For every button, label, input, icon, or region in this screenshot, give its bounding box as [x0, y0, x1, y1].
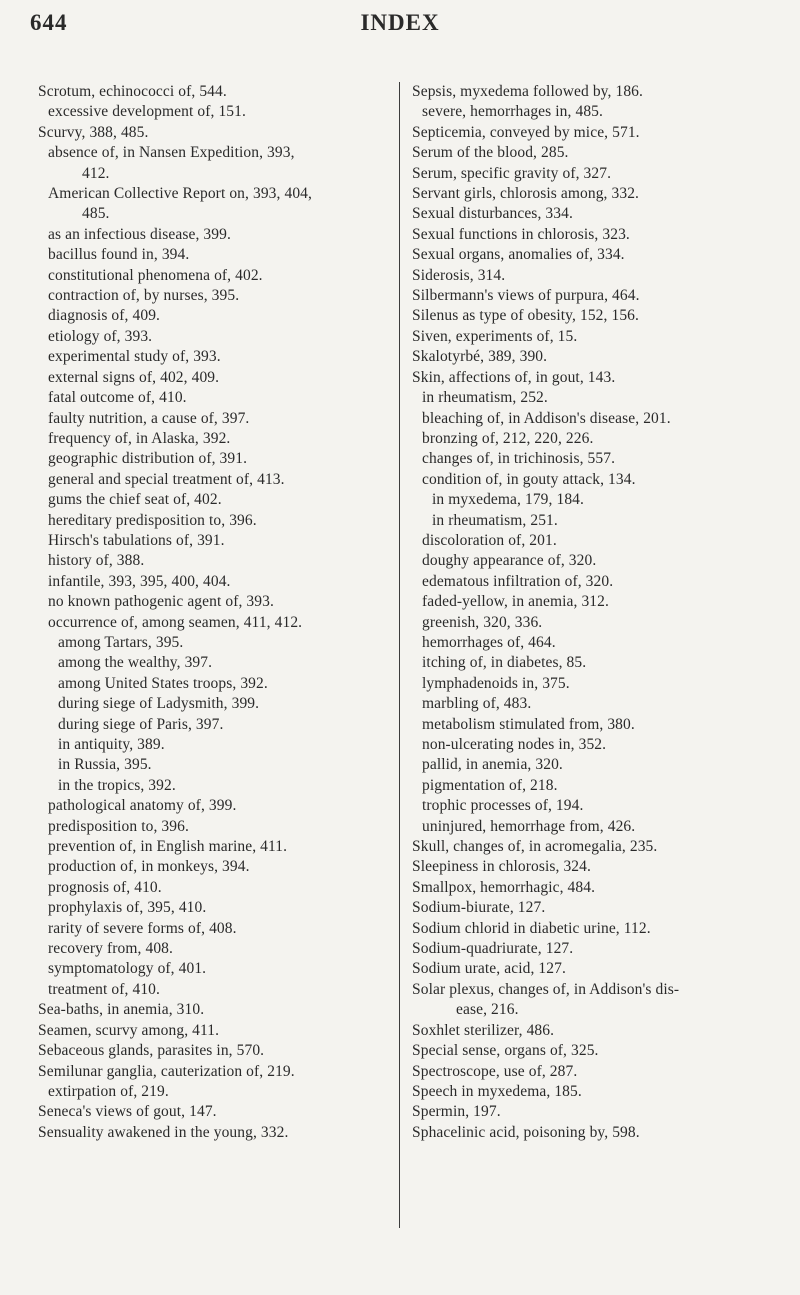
index-subentry: rarity of severe forms of, 408. — [48, 919, 237, 937]
index-subentry: bleaching of, in Addison's disease, 201. — [422, 409, 671, 427]
index-subentry: non-ulcerating nodes in, 352. — [422, 736, 607, 753]
index-entry: Sodium chlorid in diabetic urine, 112. — [412, 919, 651, 937]
index-subentry: hemorrhages of, 464. — [422, 633, 556, 651]
index-entry: Sodium urate, acid, 127. — [412, 960, 566, 978]
index-entry: Servant girls, chlorosis among, 332. — [412, 185, 640, 203]
index-entry: Sodium-quadriurate, 127. — [412, 940, 574, 958]
page-header — [30, 10, 770, 44]
index-subentry: constitutional phenomena of, 402. — [48, 266, 263, 284]
index-entry: Seamen, scurvy among, 411. — [38, 1021, 220, 1039]
index-subentry: etiology of, 393. — [48, 327, 153, 345]
index-subentry: lymphadenoids in, 375. — [422, 674, 570, 692]
page-number: 644 — [30, 10, 68, 35]
index-subentry: doughy appearance of, 320. — [422, 552, 597, 570]
index-subentry: no known pathogenic agent of, 393. — [48, 593, 274, 611]
index-entry: Semilunar ganglia, cauterization of, 219. — [38, 1062, 295, 1080]
index-entry: Skin, affections of, in gout, 143. — [412, 368, 616, 386]
index-subentry: severe, hemorrhages in, 485. — [422, 103, 603, 121]
index-subentry: history of, 388. — [48, 552, 145, 570]
index-entry: Speech in myxedema, 185. — [412, 1082, 582, 1100]
index-subentry: in rheumatism, 251. — [432, 511, 558, 529]
index-entry: Septicemia, conveyed by mice, 571. — [412, 123, 640, 141]
index-subentry: among United States troops, 392. — [58, 674, 268, 692]
index-subentry: greenish, 320, 336. — [422, 613, 543, 631]
index-subentry: in antiquity, 389. — [58, 736, 165, 753]
index-subentry: occurrence of, among seamen, 411, 412. — [48, 613, 303, 631]
index-subentry: in rheumatism, 252. — [422, 389, 548, 407]
index-subentry: pathological anatomy of, 399. — [48, 797, 237, 815]
index-subentry: edematous infiltration of, 320. — [422, 572, 614, 590]
index-entry: Siven, experiments of, 15. — [412, 327, 578, 345]
index-subentry: geographic distribution of, 391. — [48, 450, 248, 468]
index-entry: Sensuality awakened in the young, 332. — [38, 1123, 289, 1141]
index-entry: Silbermann's views of purpura, 464. — [412, 287, 640, 305]
index-entry: Scurvy, 388, 485. — [38, 123, 149, 141]
index-subentry: contraction of, by nurses, 395. — [48, 287, 240, 305]
index-entry: Soxhlet sterilizer, 486. — [412, 1021, 555, 1039]
index-entry: Skull, changes of, in acromegalia, 235. — [412, 838, 658, 856]
index-subentry: predisposition to, 396. — [48, 817, 189, 835]
index-entry: Spermin, 197. — [412, 1103, 501, 1121]
index-subentry: marbling of, 483. — [422, 695, 532, 713]
index-subentry: bronzing of, 212, 220, 226. — [422, 429, 594, 447]
index-subentry: during siege of Paris, 397. — [58, 715, 224, 733]
index-entry: Solar plexus, changes of, in Addison's dis- — [412, 980, 680, 998]
index-subentry: American Collective Report on, 393, 404, — [48, 185, 312, 203]
index-subentry: uninjured, hemorrhage from, 426. — [422, 817, 636, 835]
index-subentry: in the tropics, 392. — [58, 776, 176, 794]
index-entry: Spectroscope, use of, 287. — [412, 1062, 578, 1080]
index-subentry: during siege of Ladysmith, 399. — [58, 695, 260, 713]
index-subentry: faulty nutrition, a cause of, 397. — [48, 409, 250, 427]
index-entry: Special sense, organs of, 325. — [412, 1042, 599, 1060]
index-subentry: gums the chief seat of, 402. — [48, 491, 222, 509]
index-entry: Scrotum, echinococci of, 544. — [38, 83, 227, 100]
index-entry: Siderosis, 314. — [412, 266, 506, 284]
index-subentry: hereditary predisposition to, 396. — [48, 511, 257, 529]
index-subentry: treatment of, 410. — [48, 980, 160, 998]
index-subentry: prognosis of, 410. — [48, 878, 162, 896]
index-entry: Serum, specific gravity of, 327. — [412, 164, 612, 182]
index-subentry: condition of, in gouty attack, 134. — [422, 470, 636, 488]
index-entry-continuation: ease, 216. — [456, 1001, 519, 1019]
index-subentry: in Russia, 395. — [58, 756, 152, 774]
index-subentry: fatal outcome of, 410. — [48, 389, 187, 407]
index-subentry: experimental study of, 393. — [48, 348, 221, 366]
index-subentry: discoloration of, 201. — [422, 531, 557, 549]
index-entry: Silenus as type of obesity, 152, 156. — [412, 307, 639, 325]
index-subentry: general and special treatment of, 413. — [48, 470, 285, 488]
index-column-left — [38, 82, 383, 1143]
index-entry-continuation: 412. — [82, 164, 110, 182]
index-subentry: external signs of, 402, 409. — [48, 368, 220, 386]
index-subentry: trophic processes of, 194. — [422, 797, 584, 815]
index-subentry: pallid, in anemia, 320. — [422, 756, 563, 774]
index-subentry: faded-yellow, in anemia, 312. — [422, 593, 609, 611]
index-entry: Sepsis, myxedema followed by, 186. — [412, 83, 643, 100]
index-entry: Smallpox, hemorrhagic, 484. — [412, 878, 596, 896]
index-column-right — [412, 82, 787, 1143]
index-subentry: Hirsch's tabulations of, 391. — [48, 531, 225, 549]
index-entry: Sleepiness in chlorosis, 324. — [412, 858, 591, 876]
running-title: INDEX — [360, 10, 440, 35]
index-entry: Serum of the blood, 285. — [412, 144, 569, 162]
index-subentry: as an infectious disease, 399. — [48, 225, 231, 243]
index-subentry: symptomatology of, 401. — [48, 960, 207, 978]
index-entry: Sebaceous glands, parasites in, 570. — [38, 1042, 265, 1060]
index-subentry: in myxedema, 179, 184. — [432, 491, 585, 509]
index-entry: Sea-baths, in anemia, 310. — [38, 1001, 205, 1019]
index-entry: Sodium-biurate, 127. — [412, 899, 546, 917]
index-subentry: bacillus found in, 394. — [48, 246, 190, 264]
index-entry: Skalotyrbé, 389, 390. — [412, 348, 548, 366]
index-subentry: itching of, in diabetes, 85. — [422, 654, 587, 672]
index-entry: Sphacelinic acid, poisoning by, 598. — [412, 1123, 640, 1141]
index-entry: Sexual disturbances, 334. — [412, 205, 573, 223]
index-subentry: prophylaxis of, 395, 410. — [48, 899, 207, 917]
index-subentry: among the wealthy, 397. — [58, 654, 213, 672]
index-subentry: infantile, 393, 395, 400, 404. — [48, 572, 231, 590]
index-subentry: prevention of, in English marine, 411. — [48, 838, 288, 856]
index-subentry: frequency of, in Alaska, 392. — [48, 429, 231, 447]
index-entry-continuation: 485. — [82, 205, 110, 223]
index-subentry: changes of, in trichinosis, 557. — [422, 450, 616, 468]
column-divider — [399, 82, 400, 1228]
index-subentry: absence of, in Nansen Expedition, 393, — [48, 144, 295, 162]
index-subentry: extirpation of, 219. — [48, 1082, 169, 1100]
index-subentry: excessive development of, 151. — [48, 103, 246, 121]
index-entry: Seneca's views of gout, 147. — [38, 1103, 217, 1121]
index-subentry: diagnosis of, 409. — [48, 307, 161, 325]
index-subentry: metabolism stimulated from, 380. — [422, 715, 635, 733]
index-entry: Sexual organs, anomalies of, 334. — [412, 246, 625, 264]
index-subentry: pigmentation of, 218. — [422, 776, 558, 794]
index-subentry: production of, in monkeys, 394. — [48, 858, 250, 876]
index-entry: Sexual functions in chlorosis, 323. — [412, 225, 630, 243]
index-subentry: recovery from, 408. — [48, 940, 173, 958]
index-subentry: among Tartars, 395. — [58, 633, 184, 651]
